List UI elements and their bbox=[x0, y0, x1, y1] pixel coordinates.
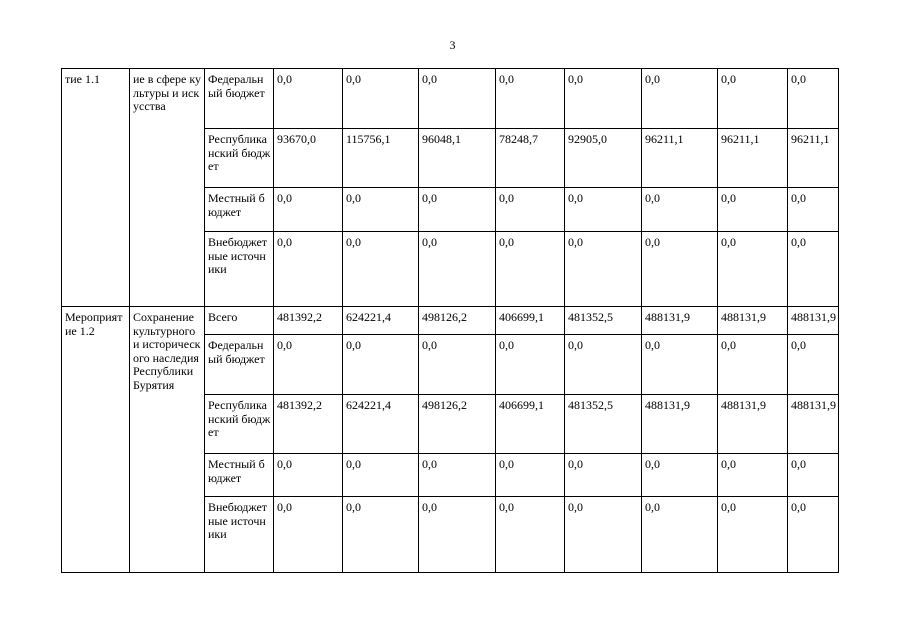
value-cell: 0,0 bbox=[419, 454, 496, 497]
value-cell: 0,0 bbox=[788, 232, 839, 307]
value-cell: 0,0 bbox=[496, 497, 565, 573]
measure-name-cell: Сохранение культурного и исторического наследия Республики Бурятия bbox=[130, 307, 205, 573]
value-cell: 624221,4 bbox=[343, 395, 419, 454]
value-cell: 78248,7 bbox=[496, 129, 565, 188]
funding-source-cell: Местный бюджет bbox=[205, 454, 274, 497]
value-cell: 481392,2 bbox=[274, 307, 343, 335]
value-cell: 115756,1 bbox=[343, 129, 419, 188]
value-cell: 0,0 bbox=[419, 497, 496, 573]
value-cell: 96048,1 bbox=[419, 129, 496, 188]
value-cell: 0,0 bbox=[274, 69, 343, 129]
value-cell: 624221,4 bbox=[343, 307, 419, 335]
value-cell: 488131,9 bbox=[788, 307, 839, 335]
value-cell: 0,0 bbox=[565, 69, 642, 129]
funding-source-cell: Местный бюджет bbox=[205, 188, 274, 232]
value-cell: 0,0 bbox=[496, 335, 565, 395]
value-cell: 0,0 bbox=[788, 335, 839, 395]
value-cell: 0,0 bbox=[788, 497, 839, 573]
measure-id-cell: Мероприятие 1.2 bbox=[62, 307, 130, 573]
value-cell: 0,0 bbox=[419, 188, 496, 232]
value-cell: 0,0 bbox=[718, 188, 788, 232]
value-cell: 498126,2 bbox=[419, 395, 496, 454]
value-cell: 0,0 bbox=[343, 188, 419, 232]
value-cell: 0,0 bbox=[718, 69, 788, 129]
value-cell: 0,0 bbox=[274, 454, 343, 497]
value-cell: 0,0 bbox=[343, 497, 419, 573]
value-cell: 0,0 bbox=[642, 188, 718, 232]
value-cell: 0,0 bbox=[565, 454, 642, 497]
value-cell: 481352,5 bbox=[565, 307, 642, 335]
value-cell: 0,0 bbox=[565, 232, 642, 307]
value-cell: 0,0 bbox=[419, 232, 496, 307]
funding-source-cell: Федеральный бюджет bbox=[205, 335, 274, 395]
budget-table bbox=[61, 68, 839, 573]
value-cell: 0,0 bbox=[642, 335, 718, 395]
funding-source-cell: Всего bbox=[205, 307, 274, 335]
value-cell: 481352,5 bbox=[565, 395, 642, 454]
value-cell: 0,0 bbox=[343, 335, 419, 395]
value-cell: 93670,0 bbox=[274, 129, 343, 188]
table-row bbox=[62, 69, 839, 129]
table-row bbox=[62, 307, 839, 335]
value-cell: 488131,9 bbox=[788, 395, 839, 454]
value-cell: 0,0 bbox=[788, 69, 839, 129]
value-cell: 0,0 bbox=[642, 497, 718, 573]
value-cell: 488131,9 bbox=[718, 307, 788, 335]
value-cell: 0,0 bbox=[343, 69, 419, 129]
value-cell: 0,0 bbox=[343, 232, 419, 307]
value-cell: 406699,1 bbox=[496, 395, 565, 454]
value-cell: 0,0 bbox=[496, 232, 565, 307]
value-cell: 0,0 bbox=[718, 335, 788, 395]
value-cell: 406699,1 bbox=[496, 307, 565, 335]
value-cell: 0,0 bbox=[718, 497, 788, 573]
value-cell: 481392,2 bbox=[274, 395, 343, 454]
value-cell: 0,0 bbox=[419, 69, 496, 129]
funding-source-cell: Внебюджетные источники bbox=[205, 232, 274, 307]
value-cell: 0,0 bbox=[496, 69, 565, 129]
funding-source-cell: Внебюджетные источники bbox=[205, 497, 274, 573]
value-cell: 0,0 bbox=[343, 454, 419, 497]
value-cell: 0,0 bbox=[718, 232, 788, 307]
value-cell: 96211,1 bbox=[718, 129, 788, 188]
value-cell: 0,0 bbox=[642, 454, 718, 497]
value-cell: 0,0 bbox=[274, 497, 343, 573]
page-number: 3 bbox=[449, 38, 456, 52]
measure-name-cell: ие в сфере культуры и искусства bbox=[130, 69, 205, 307]
value-cell: 0,0 bbox=[565, 335, 642, 395]
value-cell: 0,0 bbox=[419, 335, 496, 395]
funding-source-cell: Федеральный бюджет bbox=[205, 69, 274, 129]
value-cell: 96211,1 bbox=[788, 129, 839, 188]
value-cell: 0,0 bbox=[274, 232, 343, 307]
value-cell: 0,0 bbox=[496, 188, 565, 232]
value-cell: 92905,0 bbox=[565, 129, 642, 188]
value-cell: 488131,9 bbox=[642, 395, 718, 454]
value-cell: 0,0 bbox=[718, 454, 788, 497]
value-cell: 0,0 bbox=[274, 335, 343, 395]
funding-source-cell: Республиканский бюджет bbox=[205, 129, 274, 188]
value-cell: 0,0 bbox=[496, 454, 565, 497]
value-cell: 0,0 bbox=[788, 188, 839, 232]
measure-id-cell: тие 1.1 bbox=[62, 69, 130, 307]
value-cell: 0,0 bbox=[565, 497, 642, 573]
value-cell: 0,0 bbox=[274, 188, 343, 232]
value-cell: 0,0 bbox=[642, 69, 718, 129]
value-cell: 0,0 bbox=[642, 232, 718, 307]
value-cell: 0,0 bbox=[565, 188, 642, 232]
value-cell: 498126,2 bbox=[419, 307, 496, 335]
funding-source-cell: Республиканский бюджет bbox=[205, 395, 274, 454]
value-cell: 96211,1 bbox=[642, 129, 718, 188]
value-cell: 488131,9 bbox=[642, 307, 718, 335]
value-cell: 488131,9 bbox=[718, 395, 788, 454]
value-cell: 0,0 bbox=[788, 454, 839, 497]
